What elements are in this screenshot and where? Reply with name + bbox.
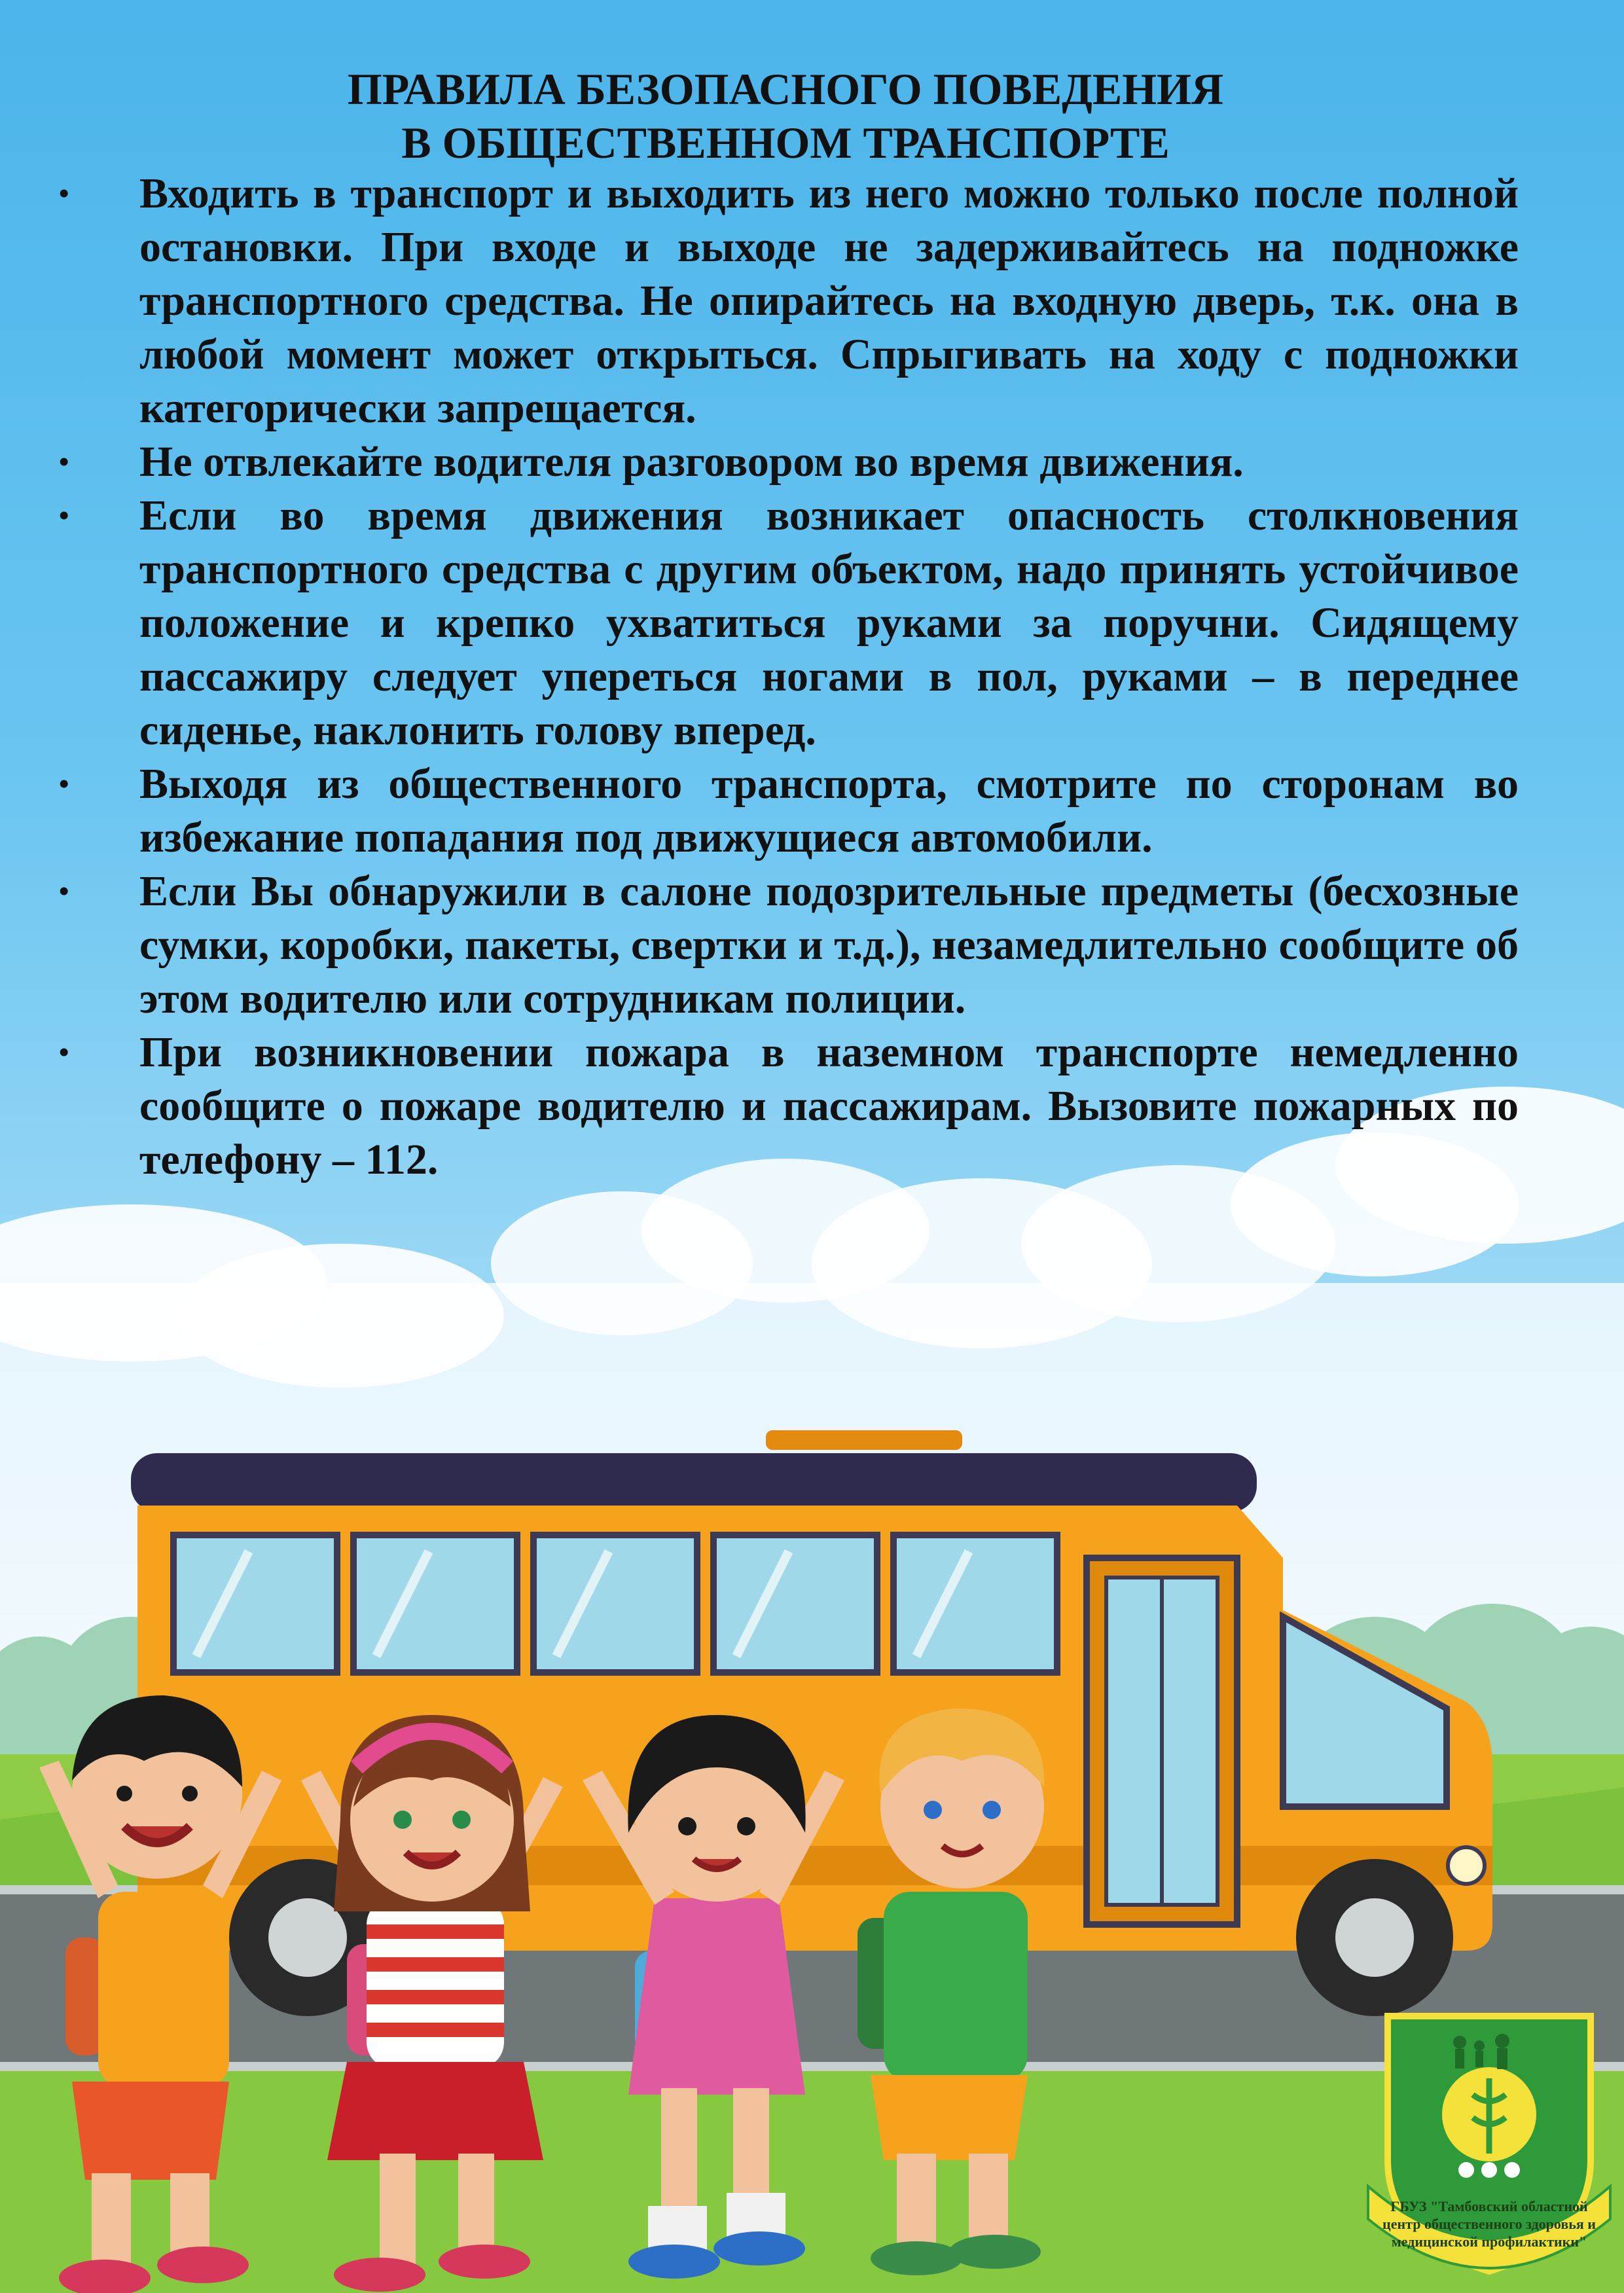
bullet-icon: • (59, 446, 69, 478)
logo-text-2: центр общественного здоровья и (1382, 2216, 1596, 2232)
bullet-icon: • (59, 499, 69, 532)
center-logo-emblem (1362, 2003, 1617, 2278)
rule-text-2: Не отвлекайте водителя разговором во время движения. (139, 438, 1244, 486)
title-line-2: В ОБЩЕСТВЕННОМ ТРАНСПОРТЕ (401, 118, 1170, 168)
rule-item-1 (52, 167, 1519, 435)
bullet-icon: • (59, 177, 69, 209)
page-title (98, 62, 1473, 170)
rule-item-3 (52, 489, 1519, 757)
rule-item-4 (52, 757, 1519, 865)
rule-item-2 (52, 435, 1519, 489)
rule-text-5: Если Вы обнаружили в салоне подозрительные предметы (бесхозные сумки, коробки, пакеты, свертки и т.д.), незамедлительно сообщите об этом водителю или сотрудникам полиции. (139, 867, 1519, 1022)
rule-text-4: Выходя из общественного транспорта, смотрите по сторонам во избежание попадания под движущиеся автомобили. (139, 760, 1519, 861)
logo-text-3: медицинской профилактики" (1391, 2233, 1587, 2250)
rule-text-3: Если во время движения возникает опасность столкновения транспортного средства с другим объектом, надо принять устойчивое положение и крепко ухватиться руками за поручни. Сидящему пассажиру следует упереться ногами в пол, руками – в переднее сиденье, наклонить голову вперед. (139, 492, 1519, 754)
rule-text-1: Входить в транспорт и выходить из него можно только после полной остановки. При входе и выходе не задерживайтесь на подножке транспортного средства. Не опирайтесь на входную дверь, т.к. она в любой момент может открыться. Спрыгивать на ходу с подножки категорически запрещается. (139, 170, 1519, 432)
bullet-icon: • (59, 1036, 69, 1068)
rule-item-6 (52, 1026, 1519, 1187)
title-line-1: ПРАВИЛА БЕЗОПАСНОГО ПОВЕДЕНИЯ (347, 64, 1224, 114)
rule-text-6: При возникновении пожара в наземном транспорте немедленно сообщите о пожаре водителю и пассажирам. Вызовите пожарных по телефону – 112. (139, 1028, 1519, 1183)
rules-list (52, 167, 1519, 1187)
rule-item-5 (52, 865, 1519, 1026)
small-icons (1458, 2162, 1520, 2178)
bullet-icon: • (59, 768, 69, 800)
logo-text-1: ГБУЗ "Тамбовский областной (1390, 2198, 1588, 2214)
bullet-icon: • (59, 875, 69, 907)
